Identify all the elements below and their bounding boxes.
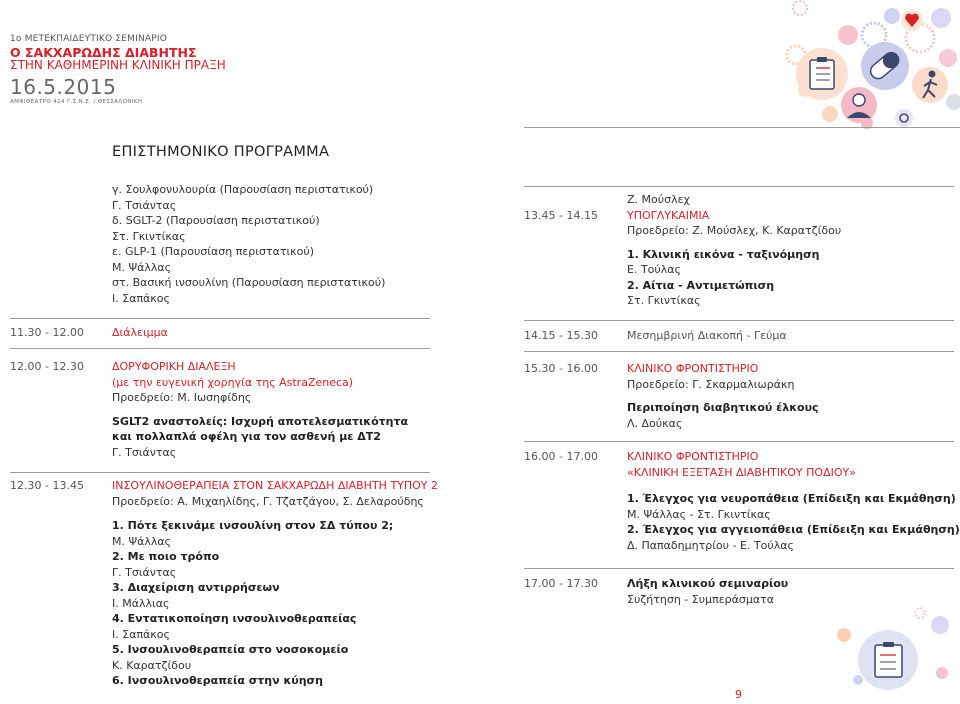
r1-chair: Προεδρείο: Ζ. Μούσλεχ, Κ. Καρατζίδου <box>627 224 842 237</box>
session1-chair: Προεδρείο: Μ. Ιωσηφίδης <box>112 391 252 404</box>
page-number: 9 <box>735 688 742 701</box>
doctor-icon <box>841 87 877 123</box>
talk-title: 4. Εντατικοποίηση ινσουλινοθεραπείας <box>112 612 357 625</box>
gear-icon <box>895 109 913 127</box>
event-date: 16.5.2015 <box>10 75 117 99</box>
r1-title: ΥΠΟΓΛΥΚΑΙΜΙΑ <box>627 208 710 222</box>
medical-icons-cluster <box>770 0 960 130</box>
venue: ΑΜΦΙΘΕΑΤΡΟ 424 Γ.Σ.Ν.Ε. / ΘΕΣΣΑΛΟΝΙΚΗ <box>10 99 143 105</box>
seminar-label: 1ο ΜΕΤΕΚΠΑΙΔΕΥΤΙΚΟ ΣΕΜΙΝΑΡΙΟ <box>10 34 167 44</box>
session1-talk-line1: SGLT2 αναστολείς: Ισχυρή αποτελεσματικότητα <box>112 414 409 428</box>
r1-speaker2: Στ. Γκιντίκας <box>627 294 701 307</box>
talk-speaker: Γ. Τσιάντας <box>112 565 177 579</box>
talk-speaker: Μ. Ψάλλας <box>112 534 172 548</box>
talk-speaker: Ι. Σαπάκος <box>112 627 170 641</box>
r1-talk1: 1. Κλινική εικόνα - ταξινόμηση <box>627 247 820 261</box>
session1-title: ΔΟΡΥΦΟΡΙΚΗ ΔΙΑΛΕΞΗ <box>112 360 236 373</box>
list-item: Ι. Σαπάκος <box>112 291 170 305</box>
bottom-icons-cluster <box>830 605 956 695</box>
talk-speaker: Κ. Καρατζίδου <box>112 658 192 672</box>
r1-block <box>627 192 841 309</box>
r3-block <box>627 449 960 553</box>
session2-block <box>112 478 438 689</box>
lunch-time: 14.15 - 15.30 <box>524 329 598 342</box>
r3-speaker2: Δ. Παπαδημητρίου - Ε. Τούλας <box>627 538 794 552</box>
clipboard-icon <box>796 48 848 100</box>
r3-title: ΚΛΙΝΙΚΟ ΦΡΟΝΤΙΣΤΗΡΙΟ <box>627 450 759 463</box>
r3-time: 16.00 - 17.00 <box>524 450 598 463</box>
walking-person-icon <box>912 67 948 103</box>
r2-block <box>627 361 819 431</box>
r2-speaker: Λ. Δούκας <box>627 416 683 430</box>
title-line-1: Ο ΣΑΚΧΑΡΩΔΗΣ ΔΙΑΒΗΤΗΣ <box>10 45 197 60</box>
r4-subtitle: Συζήτηση - Συμπεράσματα <box>627 592 774 606</box>
r2-time: 15.30 - 16.00 <box>524 362 598 375</box>
r3-subtitle: «ΚΛΙΝΙΚΗ ΕΞΕΤΑΣΗ ΔΙΑΒΗΤΙΚΟΥ ΠΟΔΙΟΥ» <box>627 465 856 479</box>
session1-time: 12.00 - 12.30 <box>10 360 84 373</box>
r2-talk: Περιποίηση διαβητικού έλκους <box>627 401 819 414</box>
session1-subtitle: (με την ευγενική χορηγία της AstraZeneca) <box>112 375 354 389</box>
list-item: στ. Βασική ινσουλίνη (Παρουσίαση περιστατικού) <box>112 276 386 289</box>
r4-time: 17.00 - 17.30 <box>524 577 598 590</box>
talk-speaker: Ι. Μάλλιας <box>112 596 170 610</box>
list-item: δ. SGLT-2 (Παρουσίαση περιστατικού) <box>112 214 320 227</box>
r2-title: ΚΛΙΝΙΚΟ ΦΡΟΝΤΙΣΤΗΡΙΟ <box>627 362 759 375</box>
list-item: Γ. Τσιάντας <box>112 198 177 212</box>
r3-talk1: 1. Έλεγχος για νευροπάθεια (Επίδειξη και Εκμάθηση) <box>627 492 956 505</box>
r1-lead: Ζ. Μούσλεχ <box>627 193 690 206</box>
list-item: Στ. Γκιντίκας <box>112 229 186 243</box>
list-item: Μ. Ψάλλας <box>112 260 172 274</box>
session1-speaker: Γ. Τσιάντας <box>112 445 177 459</box>
talk-title: 2. Με ποιο τρόπο <box>112 550 220 563</box>
lunch-label: Μεσημβρινή Διακοπή - Γεύμα <box>627 329 787 342</box>
list-item: ε. GLP-1 (Παρουσίαση περιστατικού) <box>112 245 315 258</box>
r4-block <box>627 576 788 607</box>
program-title: ΕΠΙΣΤΗΜΟΝΙΚΟ ΠΡΟΓΡΑΜΜΑ <box>112 144 330 160</box>
r3-talk2: 2. Έλεγχος για αγγειοπάθεια (Επίδειξη και Εκμάθηση) <box>627 523 960 536</box>
session2-title: ΙΝΣΟΥΛΙΝΟΘΕΡΑΠΕΙΑ ΣΤΟΝ ΣΑΚΧΑΡΩΔΗ ΔΙΑΒΗΤΗ ΤΥΠΟΥ 2 <box>112 479 439 492</box>
left-top-items <box>112 182 385 306</box>
title-line-2: ΣΤΗΝ ΚΑΘΗΜΕΡΙΝΗ ΚΛΙΝΙΚΗ ΠΡΑΞΗ <box>10 58 226 72</box>
r1-speaker1: Ε. Τούλας <box>627 263 681 276</box>
talk-title: 6. Ινσουλινοθεραπεία στην κύηση <box>112 674 323 687</box>
talk-title: 1. Πότε ξεκινάμε ινσουλίνη στον ΣΔ τύπου 2; <box>112 519 394 532</box>
session2-time: 12.30 - 13.45 <box>10 479 84 492</box>
break-label: Διάλειμμα <box>112 326 168 339</box>
talk-title: 5. Ινσουλινοθεραπεία στο νοσοκομείο <box>112 643 349 656</box>
session2-chair: Προεδρείο: Α. Μιχαηλίδης, Γ. Τζατζάγου, Σ. Δελαρούδης <box>112 494 424 508</box>
session1-block <box>112 359 408 460</box>
r2-chair: Προεδρείο: Γ. Σκαρμαλιωράκη <box>627 377 795 391</box>
r1-talk2: 2. Αίτια - Αντιμετώπιση <box>627 278 775 292</box>
break-time: 11.30 - 12.00 <box>10 326 84 339</box>
r4-title: Λήξη κλινικού σεμιναρίου <box>627 577 789 590</box>
clipboard-icon <box>858 630 918 690</box>
list-item: γ. Σουλφονυλουρία (Παρουσίαση περιστατικού) <box>112 183 374 196</box>
session1-talk-line2: και πολλαπλά οφέλη για τον ασθενή με ΔΤ2 <box>112 430 381 443</box>
r1-time: 13.45 - 14.15 <box>524 209 598 222</box>
r3-speaker1: Μ. Ψάλλας - Στ. Γκιντίκας <box>627 507 771 521</box>
pill-icon <box>861 42 909 90</box>
talk-title: 3. Διαχείριση αντιρρήσεων <box>112 581 280 594</box>
heart-icon <box>901 9 923 31</box>
